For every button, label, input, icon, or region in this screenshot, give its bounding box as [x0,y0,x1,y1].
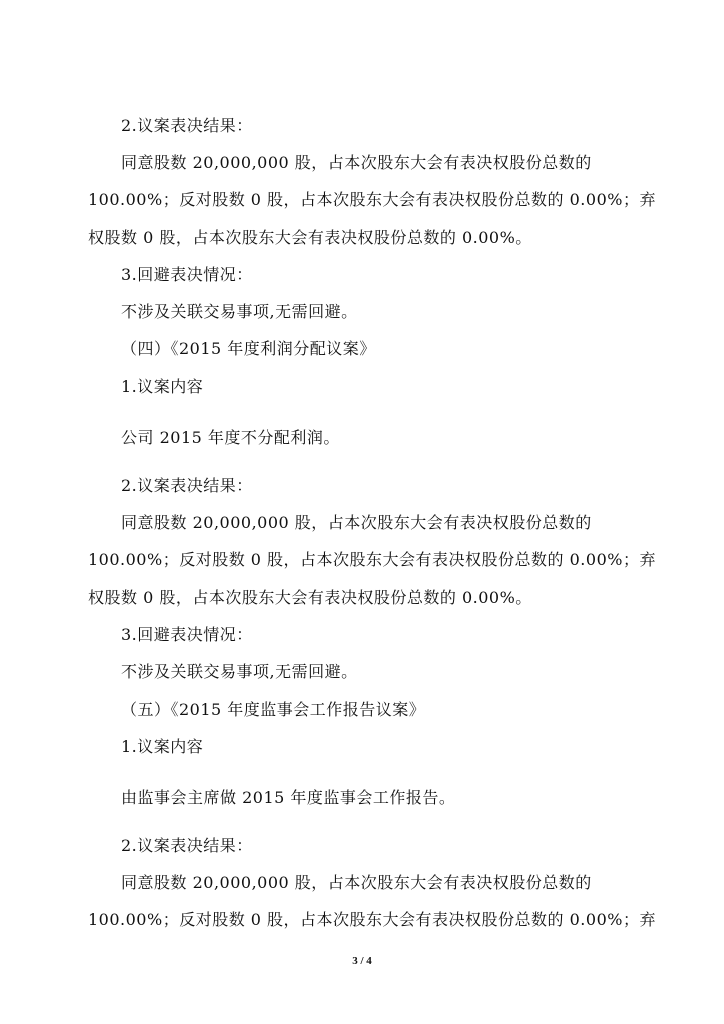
paragraph-line: 权股数 0 股，占本次股东大会有表决权股份总数的 0.00%。 [88,228,532,247]
section-heading: （四）《2015 年度利润分配议案》 [121,339,376,358]
paragraph-line: 1.议案内容 [121,377,204,396]
paragraph-line: 不涉及关联交易事项,无需回避。 [121,302,358,321]
page-number: 3 / 4 [352,955,372,967]
paragraph-line: 同意股数 20,000,000 股，占本次股东大会有表决权股份总数的 [121,873,592,892]
paragraph-line: 2.议案表决结果： [121,116,253,135]
paragraph-line: 3.回避表决情况： [121,265,253,284]
paragraph-line: 权股数 0 股，占本次股东大会有表决权股份总数的 0.00%。 [88,588,532,607]
paragraph-line: 公司 2015 年度不分配利润。 [121,428,340,447]
paragraph-line: 1.议案内容 [121,737,204,756]
paragraph-line: 100.00%；反对股数 0 股，占本次股东大会有表决权股份总数的 0.00%；弃 [88,190,656,209]
paragraph-line: 2.议案表决结果： [121,476,253,495]
paragraph-line: 3.回避表决情况： [121,625,253,644]
paragraph-line: 同意股数 20,000,000 股，占本次股东大会有表决权股份总数的 [121,513,592,532]
section-heading: （五）《2015 年度监事会工作报告议案》 [121,700,426,719]
paragraph-line: 不涉及关联交易事项,无需回避。 [121,662,358,681]
paragraph-line: 2.议案表决结果： [121,836,253,855]
paragraph-line: 同意股数 20,000,000 股，占本次股东大会有表决权股份总数的 [121,153,592,172]
paragraph-line: 由监事会主席做 2015 年度监事会工作报告。 [121,788,456,807]
paragraph-line: 100.00%；反对股数 0 股，占本次股东大会有表决权股份总数的 0.00%；弃 [88,910,656,929]
paragraph-line: 100.00%；反对股数 0 股，占本次股东大会有表决权股份总数的 0.00%；弃 [88,550,656,569]
